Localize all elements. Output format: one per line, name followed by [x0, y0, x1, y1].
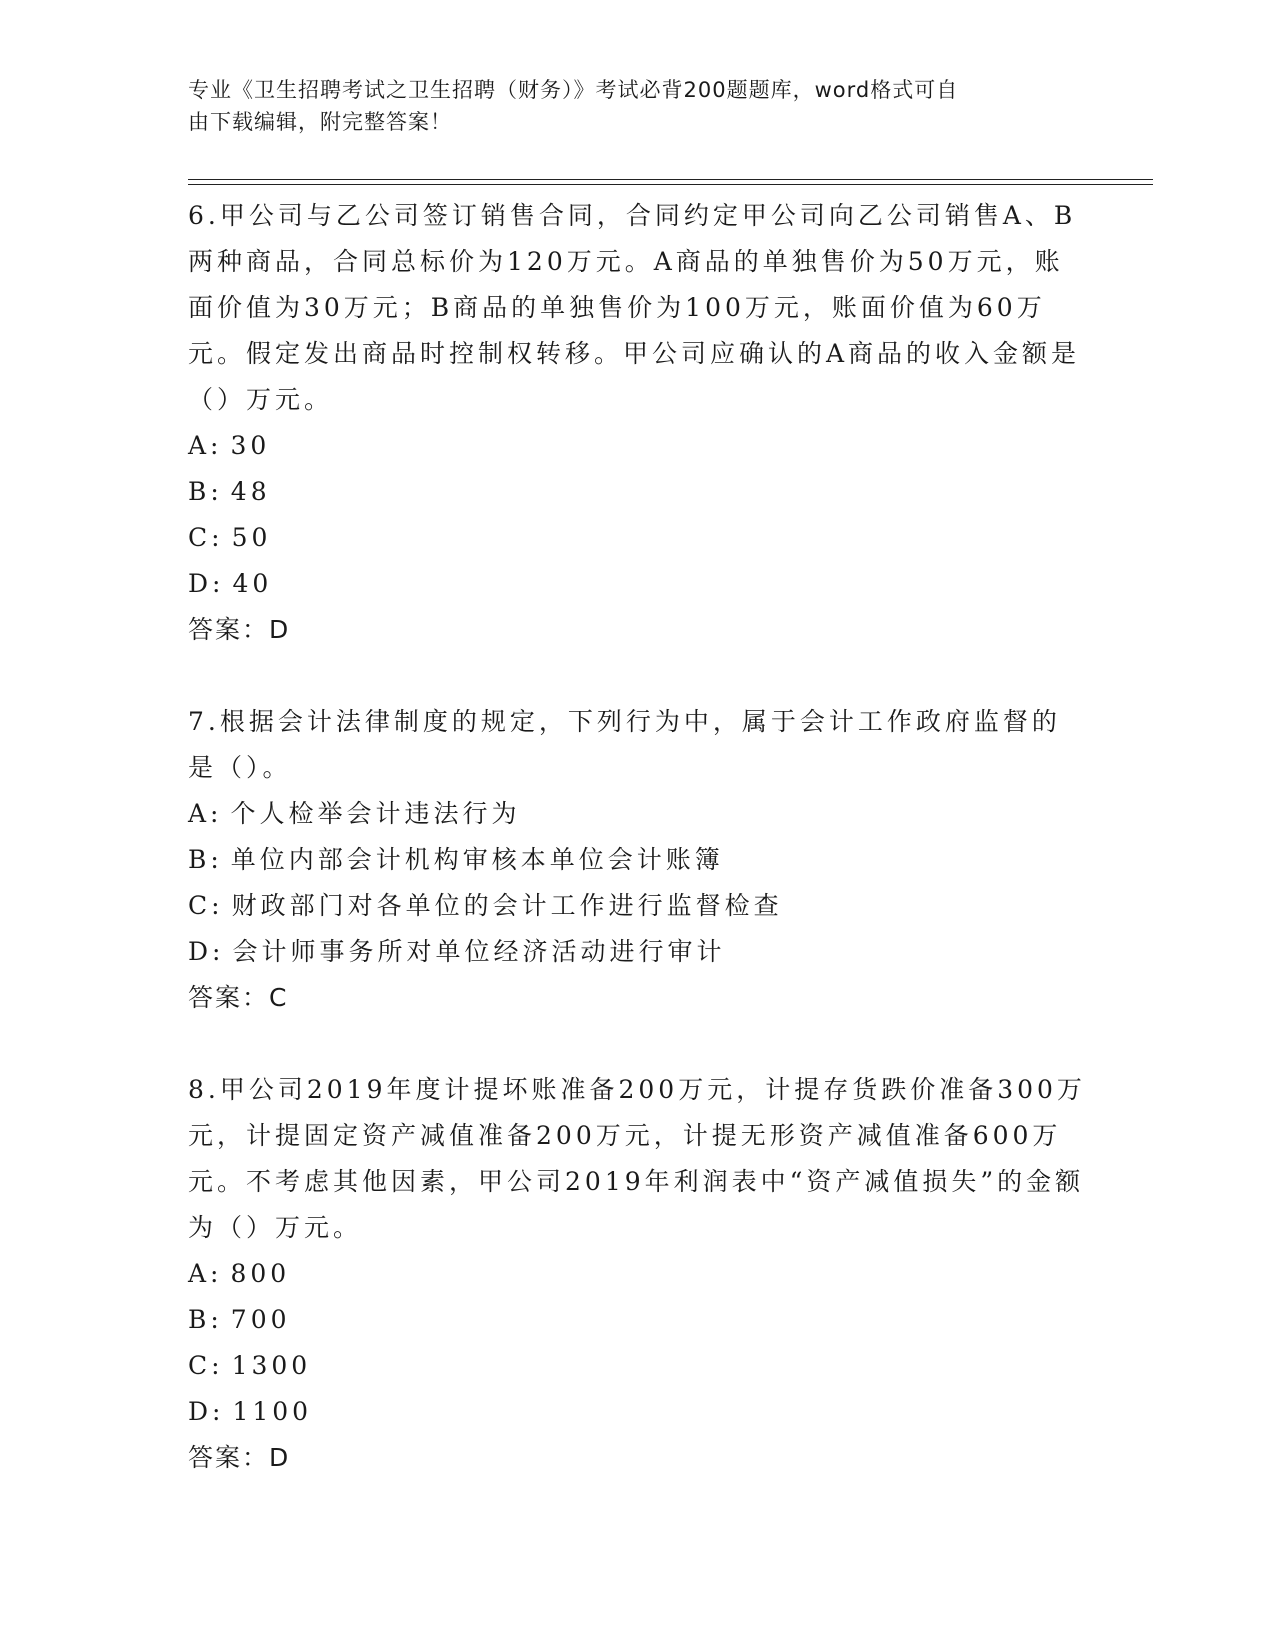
question-7 [188, 699, 1088, 1021]
option-letter: A: [188, 1259, 223, 1288]
option-b [188, 837, 1088, 883]
option-d [188, 929, 1088, 975]
answer-label: 答案：D [188, 615, 291, 644]
option-letter: A: [188, 799, 223, 828]
question-stem: 6.甲公司与乙公司签订销售合同，合同约定甲公司向乙公司销售A、B两种商品，合同总标价为120万元。A商品的单独售价为50万元，账面价值为30万元；B商品的单独售价为100万元，账面价值为60万元。假定发出商品时控制权转移。甲公司应确认的A商品的收入金额是（）万元。 [188, 201, 1081, 414]
option-text: 48 [230, 477, 271, 506]
option-letter: C: [188, 891, 224, 920]
option-text: 1100 [232, 1397, 313, 1426]
option-d [188, 561, 1088, 607]
question-6 [188, 193, 1088, 653]
option-text: 个人检举会计违法行为 [230, 799, 521, 828]
option-letter: D: [188, 1397, 225, 1426]
header-line-2: 由下载编辑，附完整答案！ [188, 110, 452, 134]
question-8 [188, 1067, 1088, 1481]
option-text: 30 [230, 431, 271, 460]
question-stem: 7.根据会计法律制度的规定，下列行为中，属于会计工作政府监督的是（）。 [188, 707, 1061, 782]
option-letter: B: [188, 1305, 223, 1334]
option-text: 会计师事务所对单位经济活动进行审计 [232, 937, 726, 966]
answer-label: 答案：D [188, 1443, 291, 1472]
answer-label: 答案：C [188, 983, 289, 1012]
question-gap [188, 1021, 1088, 1067]
option-letter: D: [188, 937, 225, 966]
option-letter: A: [188, 431, 223, 460]
option-letter: C: [188, 523, 224, 552]
option-letter: B: [188, 477, 223, 506]
option-text: 1300 [231, 1351, 312, 1380]
option-text: 50 [231, 523, 272, 552]
option-text: 800 [230, 1259, 291, 1288]
option-letter: D: [188, 569, 225, 598]
option-text: 单位内部会计机构审核本单位会计账簿 [230, 845, 724, 874]
option-d [188, 1389, 1088, 1435]
option-c [188, 1343, 1088, 1389]
header-line-1: 专业《卫生招聘考试之卫生招聘（财务）》考试必背200题题库，word格式可自 [188, 78, 959, 102]
option-b [188, 469, 1088, 515]
question-gap [188, 653, 1088, 699]
option-text: 财政部门对各单位的会计工作进行监督检查 [231, 891, 783, 920]
option-text: 40 [232, 569, 273, 598]
option-c [188, 883, 1088, 929]
option-letter: C: [188, 1351, 224, 1380]
option-a [188, 423, 1088, 469]
option-a [188, 1251, 1088, 1297]
header-divider-top [188, 179, 1153, 180]
option-a [188, 791, 1088, 837]
document-header [188, 74, 1068, 138]
question-stem: 8.甲公司2019年度计提坏账准备200万元，计提存货跌价准备300万元，计提固定资产减值准备200万元，计提无形资产减值准备600万元。不考虑其他因素，甲公司2019年利润表中“资产减值损失”的金额为（）万元。 [188, 1075, 1086, 1242]
option-letter: B: [188, 845, 223, 874]
header-divider-bottom [188, 184, 1153, 185]
option-text: 700 [230, 1305, 291, 1334]
question-list [188, 193, 1088, 1481]
option-b [188, 1297, 1088, 1343]
option-c [188, 515, 1088, 561]
